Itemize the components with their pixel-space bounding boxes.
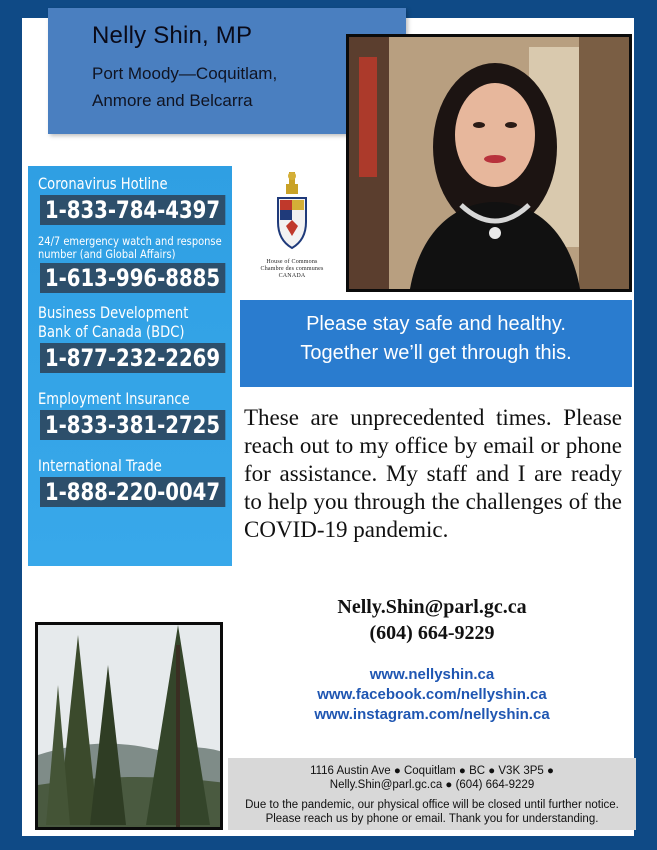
forest-photo [35, 622, 223, 830]
mp-name: Nelly Shin, MP [92, 22, 253, 49]
crest-icon [272, 170, 312, 252]
hotline-number-trade[interactable]: 1-888-220-0047 [40, 477, 225, 507]
hotline-number-ei[interactable]: 1-833-381-2725 [40, 410, 225, 440]
website-link[interactable]: www.nellyshin.ca [369, 666, 495, 683]
crest-caption-fr: Chambre des communes [260, 266, 324, 272]
forest-illustration [38, 625, 223, 830]
instagram-link[interactable]: www.instagram.com/nellyshin.ca [314, 706, 550, 723]
riding-line-2: Anmore and Belcarra [92, 91, 253, 110]
banner-line-2: Together we’ll get through this. [300, 342, 572, 364]
banner-line-1: Please stay safe and healthy. [306, 313, 566, 335]
footer-note-line-1: Due to the pandemic, our physical office will be closed until further notice. [245, 799, 619, 811]
hotline-label-ei: Employment Insurance [38, 389, 190, 408]
office-footer [228, 758, 636, 830]
hotline-number-emergency[interactable]: 1-613-996-8885 [40, 263, 225, 293]
footer-email-phone: Nelly.Shin@parl.gc.ca ● (604) 664-9229 [329, 779, 535, 791]
hotline-label-emergency-2: number (and Global Affairs) [38, 247, 176, 261]
contact-email[interactable]: Nelly.Shin@parl.gc.ca [337, 596, 527, 618]
footer-note-line-2: Please reach us by phone or email. Thank you for understanding. [265, 813, 599, 825]
hotline-label-emergency-1: 24/7 emergency watch and response [38, 234, 222, 248]
contact-block [262, 594, 602, 646]
portrait-illustration [349, 37, 632, 292]
mp-portrait-photo [346, 34, 632, 292]
footer-note [228, 798, 636, 826]
hotline-panel [28, 166, 232, 566]
message-paragraph: These are unprecedented times. Please reach out to my office by email or phone for assistance. My staff and I are ready to help you through the challenges of the COVID-19 pandemic. [244, 405, 622, 542]
hotline-number-coronavirus[interactable]: 1-833-784-4397 [40, 195, 225, 225]
contact-phone[interactable]: (604) 664-9229 [369, 622, 495, 644]
house-of-commons-crest [252, 170, 332, 280]
footer-address: 1116 Austin Ave ● Coquitlam ● BC ● V3K 3P5 ● [310, 765, 554, 777]
safety-banner [240, 300, 632, 387]
hotline-label-bdc-2: Bank of Canada (BDC) [38, 322, 185, 341]
hotline-label-bdc-1: Business Development [38, 303, 189, 322]
hotline-number-bdc[interactable]: 1-877-232-2269 [40, 343, 225, 373]
crest-caption-country: CANADA [278, 273, 306, 279]
hotline-label-trade: International Trade [38, 456, 162, 475]
crest-caption-en: House of Commons [266, 259, 318, 265]
riding-line-1: Port Moody—Coquitlam, [92, 64, 278, 83]
hotline-label-coronavirus: Coronavirus Hotline [38, 174, 168, 193]
facebook-link[interactable]: www.facebook.com/nellyshin.ca [317, 686, 547, 703]
web-links [262, 665, 602, 725]
